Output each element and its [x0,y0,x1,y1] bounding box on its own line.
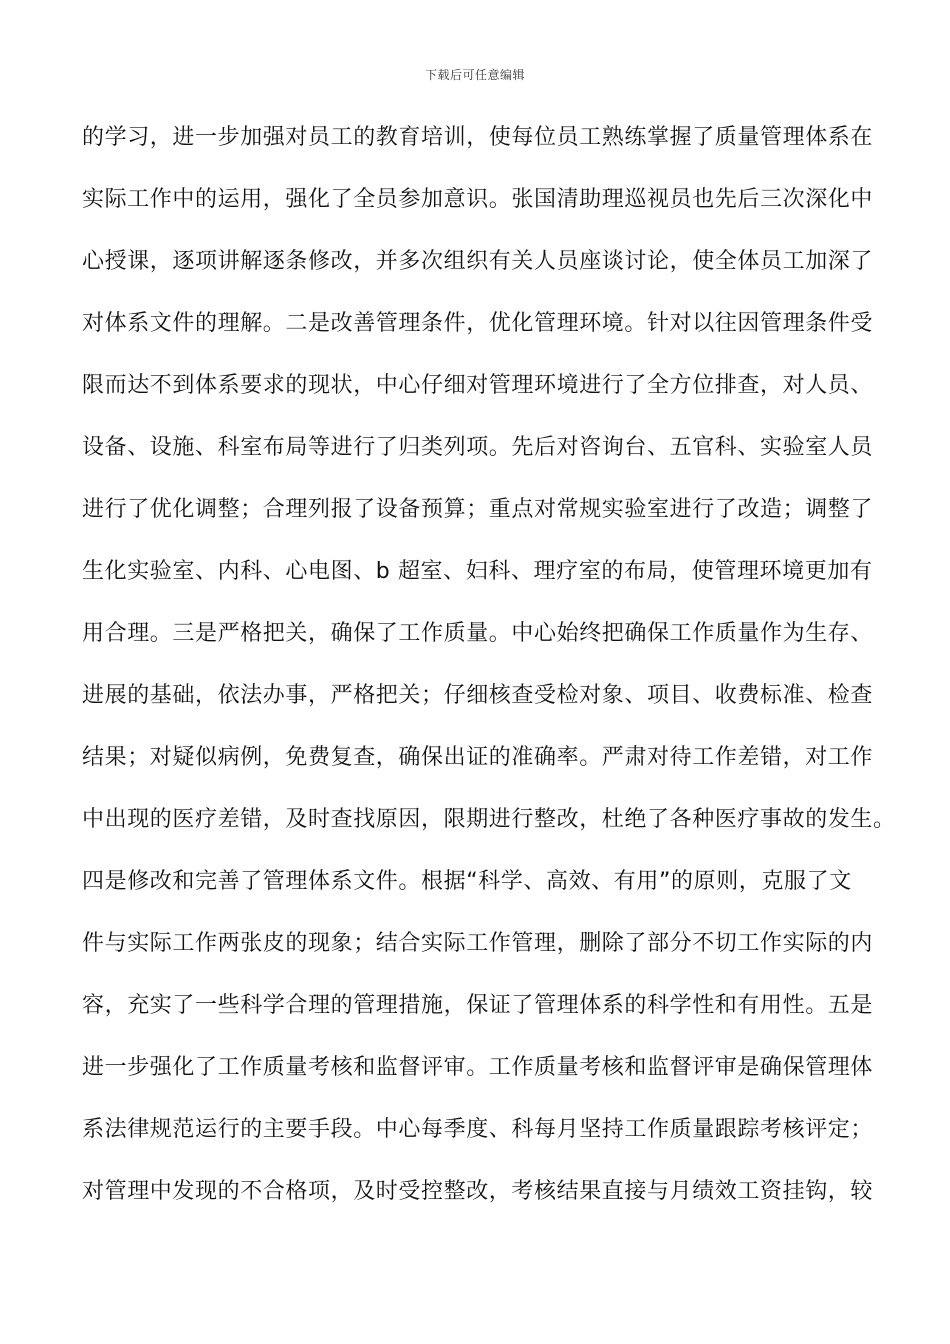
text-line: 进行了优化调整；合理列报了设备预算；重点对常规实验室进行了改造；调整了 [82,497,874,522]
text-line: 对管理中发现的不合格项，及时受控整改，考核结果直接与月绩效工资挂钩，较 [82,1179,874,1204]
text-line: 中出现的医疗差错，及时查找原因，限期进行整改，杜绝了各种医疗事故的发生。 [82,807,896,832]
text-line: 对体系文件的理解。二是改善管理条件，优化管理环境。针对以往因管理条件受 [82,311,874,336]
text-line: 四是修改和完善了管理体系文件。根据“科学、高效、有用”的原则，克服了文 [82,869,852,894]
text-line: 结果；对疑似病例，免费复查，确保出证的准确率。严肃对待工作差错，对工作 [82,745,874,770]
text-line: 进一步强化了工作质量考核和监督评审。工作质量考核和监督评审是确保管理体 [82,1055,874,1080]
body-text [82,116,896,1232]
text-line: 容，充实了一些科学合理的管理措施，保证了管理体系的科学性和有用性。五是 [82,993,874,1018]
text-line: 用合理。三是严格把关，确保了工作质量。中心始终把确保工作质量作为生存、 [82,621,874,646]
text-line: 设备、设施、科室布局等进行了归类列项。先后对咨询台、五官科、实验室人员 [82,435,874,460]
text-line: 实际工作中的运用，强化了全员参加意识。张国清助理巡视员也先后三次深化中 [82,187,874,212]
text-line: 的学习，进一步加强对员工的教育培训，使每位员工熟练掌握了质量管理体系在 [82,125,874,150]
text-line: 件与实际工作两张皮的现象；结合实际工作管理，删除了部分不切工作实际的内 [82,931,874,956]
page-header: 下载后可任意编辑 [424,68,525,82]
text-line: 生化实验室、内科、心电图、b 超室、妇科、理疗室的布局，使管理环境更加有 [82,559,873,584]
text-line: 心授课，逐项讲解逐条修改，并多次组织有关人员座谈讨论，使全体员工加深了 [82,249,874,274]
text-line: 系法律规范运行的主要手段。中心每季度、科每月坚持工作质量跟踪考核评定； [82,1117,874,1142]
text-line: 进展的基础，依法办事，严格把关；仔细核查受检对象、项目、收费标准、检查 [82,683,874,708]
text-line: 限而达不到体系要求的现状，中心仔细对管理环境进行了全方位排查，对人员、 [82,373,874,398]
